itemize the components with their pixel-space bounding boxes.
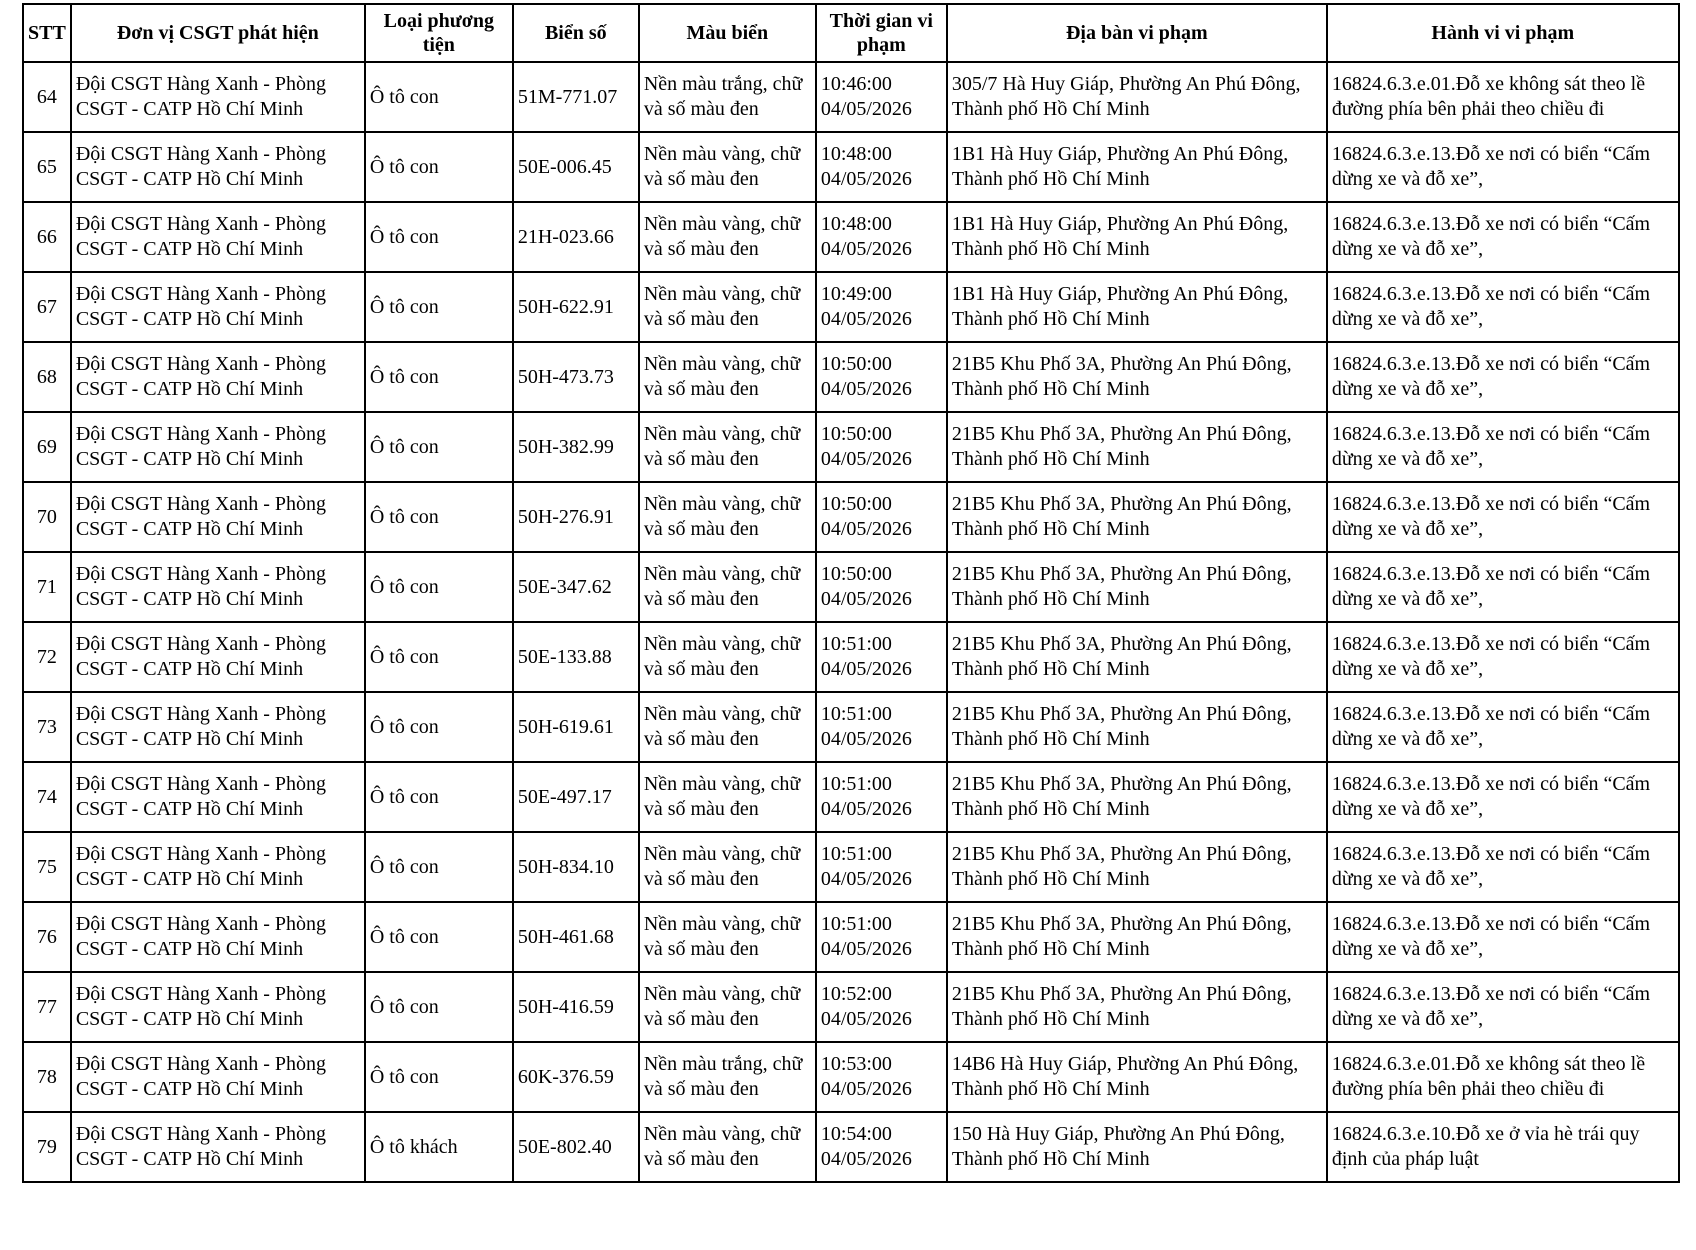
header-time: Thời gian vi phạm xyxy=(816,4,947,62)
cell-stt: 75 xyxy=(23,832,71,902)
cell-stt: 76 xyxy=(23,902,71,972)
cell-unit: Đội CSGT Hàng Xanh - Phòng CSGT - CATP Hồ Chí Minh xyxy=(71,272,365,342)
cell-vehicle-type: Ô tô con xyxy=(365,692,513,762)
cell-plate: 50H-834.10 xyxy=(513,832,639,902)
violations-table-container xyxy=(22,3,1680,1183)
cell-violation: 16824.6.3.e.13.Đỗ xe nơi có biển “Cấm dừng xe và đỗ xe”, xyxy=(1327,132,1679,202)
cell-unit: Đội CSGT Hàng Xanh - Phòng CSGT - CATP Hồ Chí Minh xyxy=(71,1112,365,1182)
cell-plate-color: Nền màu vàng, chữ và số màu đen xyxy=(639,762,816,832)
cell-plate: 50H-619.61 xyxy=(513,692,639,762)
cell-time: 10:49:00 04/05/2026 xyxy=(816,272,947,342)
cell-vehicle-type: Ô tô con xyxy=(365,972,513,1042)
cell-plate-color: Nền màu vàng, chữ và số màu đen xyxy=(639,902,816,972)
cell-violation: 16824.6.3.e.13.Đỗ xe nơi có biển “Cấm dừng xe và đỗ xe”, xyxy=(1327,692,1679,762)
cell-location: 21B5 Khu Phố 3A, Phường An Phú Đông, Thành phố Hồ Chí Minh xyxy=(947,622,1327,692)
cell-vehicle-type: Ô tô con xyxy=(365,62,513,132)
cell-plate-color: Nền màu vàng, chữ và số màu đen xyxy=(639,692,816,762)
cell-unit: Đội CSGT Hàng Xanh - Phòng CSGT - CATP Hồ Chí Minh xyxy=(71,972,365,1042)
cell-vehicle-type: Ô tô con xyxy=(365,482,513,552)
cell-violation: 16824.6.3.e.13.Đỗ xe nơi có biển “Cấm dừng xe và đỗ xe”, xyxy=(1327,902,1679,972)
cell-location: 21B5 Khu Phố 3A, Phường An Phú Đông, Thành phố Hồ Chí Minh xyxy=(947,972,1327,1042)
cell-stt: 78 xyxy=(23,1042,71,1112)
cell-time: 10:52:00 04/05/2026 xyxy=(816,972,947,1042)
cell-unit: Đội CSGT Hàng Xanh - Phòng CSGT - CATP Hồ Chí Minh xyxy=(71,1042,365,1112)
cell-time: 10:54:00 04/05/2026 xyxy=(816,1112,947,1182)
cell-plate: 21H-023.66 xyxy=(513,202,639,272)
table-header-row xyxy=(23,4,1679,62)
header-plate-color: Màu biển xyxy=(639,4,816,62)
cell-time: 10:51:00 04/05/2026 xyxy=(816,622,947,692)
cell-unit: Đội CSGT Hàng Xanh - Phòng CSGT - CATP Hồ Chí Minh xyxy=(71,552,365,622)
cell-stt: 73 xyxy=(23,692,71,762)
cell-location: 21B5 Khu Phố 3A, Phường An Phú Đông, Thành phố Hồ Chí Minh xyxy=(947,342,1327,412)
cell-location: 21B5 Khu Phố 3A, Phường An Phú Đông, Thành phố Hồ Chí Minh xyxy=(947,832,1327,902)
cell-time: 10:51:00 04/05/2026 xyxy=(816,692,947,762)
table-row xyxy=(23,482,1679,552)
cell-plate: 50E-347.62 xyxy=(513,552,639,622)
cell-plate: 50E-497.17 xyxy=(513,762,639,832)
cell-vehicle-type: Ô tô con xyxy=(365,412,513,482)
cell-plate: 50E-006.45 xyxy=(513,132,639,202)
cell-violation: 16824.6.3.e.01.Đỗ xe không sát theo lề đường phía bên phải theo chiều đi xyxy=(1327,62,1679,132)
cell-unit: Đội CSGT Hàng Xanh - Phòng CSGT - CATP Hồ Chí Minh xyxy=(71,412,365,482)
cell-plate: 50H-416.59 xyxy=(513,972,639,1042)
cell-stt: 70 xyxy=(23,482,71,552)
cell-plate: 50H-382.99 xyxy=(513,412,639,482)
cell-stt: 65 xyxy=(23,132,71,202)
cell-violation: 16824.6.3.e.13.Đỗ xe nơi có biển “Cấm dừng xe và đỗ xe”, xyxy=(1327,342,1679,412)
cell-location: 14B6 Hà Huy Giáp, Phường An Phú Đông, Thành phố Hồ Chí Minh xyxy=(947,1042,1327,1112)
cell-plate: 50H-276.91 xyxy=(513,482,639,552)
cell-violation: 16824.6.3.e.13.Đỗ xe nơi có biển “Cấm dừng xe và đỗ xe”, xyxy=(1327,412,1679,482)
cell-vehicle-type: Ô tô con xyxy=(365,202,513,272)
cell-plate-color: Nền màu vàng, chữ và số màu đen xyxy=(639,132,816,202)
cell-vehicle-type: Ô tô khách xyxy=(365,1112,513,1182)
cell-vehicle-type: Ô tô con xyxy=(365,272,513,342)
cell-unit: Đội CSGT Hàng Xanh - Phòng CSGT - CATP Hồ Chí Minh xyxy=(71,132,365,202)
cell-location: 1B1 Hà Huy Giáp, Phường An Phú Đông, Thành phố Hồ Chí Minh xyxy=(947,272,1327,342)
cell-unit: Đội CSGT Hàng Xanh - Phòng CSGT - CATP Hồ Chí Minh xyxy=(71,202,365,272)
table-row xyxy=(23,412,1679,482)
cell-unit: Đội CSGT Hàng Xanh - Phòng CSGT - CATP Hồ Chí Minh xyxy=(71,832,365,902)
header-violation: Hành vi vi phạm xyxy=(1327,4,1679,62)
cell-unit: Đội CSGT Hàng Xanh - Phòng CSGT - CATP Hồ Chí Minh xyxy=(71,902,365,972)
cell-plate-color: Nền màu vàng, chữ và số màu đen xyxy=(639,272,816,342)
cell-stt: 67 xyxy=(23,272,71,342)
cell-time: 10:50:00 04/05/2026 xyxy=(816,482,947,552)
cell-unit: Đội CSGT Hàng Xanh - Phòng CSGT - CATP Hồ Chí Minh xyxy=(71,482,365,552)
cell-plate-color: Nền màu vàng, chữ và số màu đen xyxy=(639,552,816,622)
cell-location: 1B1 Hà Huy Giáp, Phường An Phú Đông, Thành phố Hồ Chí Minh xyxy=(947,132,1327,202)
cell-vehicle-type: Ô tô con xyxy=(365,1042,513,1112)
cell-plate-color: Nền màu vàng, chữ và số màu đen xyxy=(639,1112,816,1182)
header-unit: Đơn vị CSGT phát hiện xyxy=(71,4,365,62)
cell-stt: 72 xyxy=(23,622,71,692)
cell-time: 10:51:00 04/05/2026 xyxy=(816,762,947,832)
cell-time: 10:48:00 04/05/2026 xyxy=(816,132,947,202)
cell-unit: Đội CSGT Hàng Xanh - Phòng CSGT - CATP Hồ Chí Minh xyxy=(71,622,365,692)
cell-time: 10:50:00 04/05/2026 xyxy=(816,552,947,622)
table-row xyxy=(23,1042,1679,1112)
cell-violation: 16824.6.3.e.01.Đỗ xe không sát theo lề đường phía bên phải theo chiều đi xyxy=(1327,1042,1679,1112)
cell-plate: 50H-473.73 xyxy=(513,342,639,412)
cell-location: 305/7 Hà Huy Giáp, Phường An Phú Đông, Thành phố Hồ Chí Minh xyxy=(947,62,1327,132)
cell-vehicle-type: Ô tô con xyxy=(365,832,513,902)
cell-violation: 16824.6.3.e.13.Đỗ xe nơi có biển “Cấm dừng xe và đỗ xe”, xyxy=(1327,972,1679,1042)
cell-violation: 16824.6.3.e.13.Đỗ xe nơi có biển “Cấm dừng xe và đỗ xe”, xyxy=(1327,482,1679,552)
cell-time: 10:50:00 04/05/2026 xyxy=(816,342,947,412)
table-body xyxy=(23,62,1679,1182)
cell-location: 150 Hà Huy Giáp, Phường An Phú Đông, Thành phố Hồ Chí Minh xyxy=(947,1112,1327,1182)
table-row xyxy=(23,272,1679,342)
cell-stt: 77 xyxy=(23,972,71,1042)
table-row xyxy=(23,552,1679,622)
table-row xyxy=(23,902,1679,972)
cell-location: 21B5 Khu Phố 3A, Phường An Phú Đông, Thành phố Hồ Chí Minh xyxy=(947,412,1327,482)
cell-plate: 50E-133.88 xyxy=(513,622,639,692)
cell-vehicle-type: Ô tô con xyxy=(365,902,513,972)
cell-plate-color: Nền màu vàng, chữ và số màu đen xyxy=(639,202,816,272)
table-row xyxy=(23,342,1679,412)
cell-plate: 51M-771.07 xyxy=(513,62,639,132)
cell-plate: 50H-622.91 xyxy=(513,272,639,342)
cell-stt: 68 xyxy=(23,342,71,412)
cell-stt: 79 xyxy=(23,1112,71,1182)
cell-vehicle-type: Ô tô con xyxy=(365,342,513,412)
header-plate: Biển số xyxy=(513,4,639,62)
cell-time: 10:48:00 04/05/2026 xyxy=(816,202,947,272)
header-vehicle-type: Loại phương tiện xyxy=(365,4,513,62)
cell-time: 10:50:00 04/05/2026 xyxy=(816,412,947,482)
cell-violation: 16824.6.3.e.13.Đỗ xe nơi có biển “Cấm dừng xe và đỗ xe”, xyxy=(1327,552,1679,622)
cell-location: 21B5 Khu Phố 3A, Phường An Phú Đông, Thành phố Hồ Chí Minh xyxy=(947,902,1327,972)
cell-location: 21B5 Khu Phố 3A, Phường An Phú Đông, Thành phố Hồ Chí Minh xyxy=(947,692,1327,762)
cell-violation: 16824.6.3.e.13.Đỗ xe nơi có biển “Cấm dừng xe và đỗ xe”, xyxy=(1327,622,1679,692)
cell-plate-color: Nền màu vàng, chữ và số màu đen xyxy=(639,622,816,692)
cell-time: 10:51:00 04/05/2026 xyxy=(816,832,947,902)
cell-vehicle-type: Ô tô con xyxy=(365,622,513,692)
cell-vehicle-type: Ô tô con xyxy=(365,132,513,202)
cell-plate-color: Nền màu vàng, chữ và số màu đen xyxy=(639,972,816,1042)
table-row xyxy=(23,62,1679,132)
cell-plate-color: Nền màu trắng, chữ và số màu đen xyxy=(639,62,816,132)
cell-vehicle-type: Ô tô con xyxy=(365,762,513,832)
table-row xyxy=(23,972,1679,1042)
cell-plate-color: Nền màu vàng, chữ và số màu đen xyxy=(639,342,816,412)
cell-time: 10:46:00 04/05/2026 xyxy=(816,62,947,132)
cell-vehicle-type: Ô tô con xyxy=(365,552,513,622)
cell-violation: 16824.6.3.e.10.Đỗ xe ở vỉa hè trái quy định của pháp luật xyxy=(1327,1112,1679,1182)
cell-plate-color: Nền màu vàng, chữ và số màu đen xyxy=(639,482,816,552)
cell-stt: 74 xyxy=(23,762,71,832)
cell-location: 21B5 Khu Phố 3A, Phường An Phú Đông, Thành phố Hồ Chí Minh xyxy=(947,482,1327,552)
cell-location: 1B1 Hà Huy Giáp, Phường An Phú Đông, Thành phố Hồ Chí Minh xyxy=(947,202,1327,272)
cell-violation: 16824.6.3.e.13.Đỗ xe nơi có biển “Cấm dừng xe và đỗ xe”, xyxy=(1327,762,1679,832)
cell-unit: Đội CSGT Hàng Xanh - Phòng CSGT - CATP Hồ Chí Minh xyxy=(71,62,365,132)
cell-location: 21B5 Khu Phố 3A, Phường An Phú Đông, Thành phố Hồ Chí Minh xyxy=(947,552,1327,622)
table-row xyxy=(23,1112,1679,1182)
header-stt: STT xyxy=(23,4,71,62)
cell-time: 10:53:00 04/05/2026 xyxy=(816,1042,947,1112)
cell-plate-color: Nền màu vàng, chữ và số màu đen xyxy=(639,832,816,902)
table-row xyxy=(23,622,1679,692)
header-location: Địa bàn vi phạm xyxy=(947,4,1327,62)
cell-plate: 60K-376.59 xyxy=(513,1042,639,1112)
cell-unit: Đội CSGT Hàng Xanh - Phòng CSGT - CATP Hồ Chí Minh xyxy=(71,342,365,412)
cell-plate-color: Nền màu trắng, chữ và số màu đen xyxy=(639,1042,816,1112)
cell-location: 21B5 Khu Phố 3A, Phường An Phú Đông, Thành phố Hồ Chí Minh xyxy=(947,762,1327,832)
table-row xyxy=(23,202,1679,272)
cell-plate: 50H-461.68 xyxy=(513,902,639,972)
cell-plate: 50E-802.40 xyxy=(513,1112,639,1182)
cell-stt: 66 xyxy=(23,202,71,272)
cell-stt: 69 xyxy=(23,412,71,482)
table-row xyxy=(23,832,1679,902)
cell-time: 10:51:00 04/05/2026 xyxy=(816,902,947,972)
table-row xyxy=(23,132,1679,202)
cell-violation: 16824.6.3.e.13.Đỗ xe nơi có biển “Cấm dừng xe và đỗ xe”, xyxy=(1327,832,1679,902)
table-row xyxy=(23,762,1679,832)
cell-stt: 71 xyxy=(23,552,71,622)
cell-violation: 16824.6.3.e.13.Đỗ xe nơi có biển “Cấm dừng xe và đỗ xe”, xyxy=(1327,202,1679,272)
cell-unit: Đội CSGT Hàng Xanh - Phòng CSGT - CATP Hồ Chí Minh xyxy=(71,762,365,832)
cell-plate-color: Nền màu vàng, chữ và số màu đen xyxy=(639,412,816,482)
cell-unit: Đội CSGT Hàng Xanh - Phòng CSGT - CATP Hồ Chí Minh xyxy=(71,692,365,762)
table-row xyxy=(23,692,1679,762)
cell-stt: 64 xyxy=(23,62,71,132)
violations-table xyxy=(22,3,1680,1183)
cell-violation: 16824.6.3.e.13.Đỗ xe nơi có biển “Cấm dừng xe và đỗ xe”, xyxy=(1327,272,1679,342)
